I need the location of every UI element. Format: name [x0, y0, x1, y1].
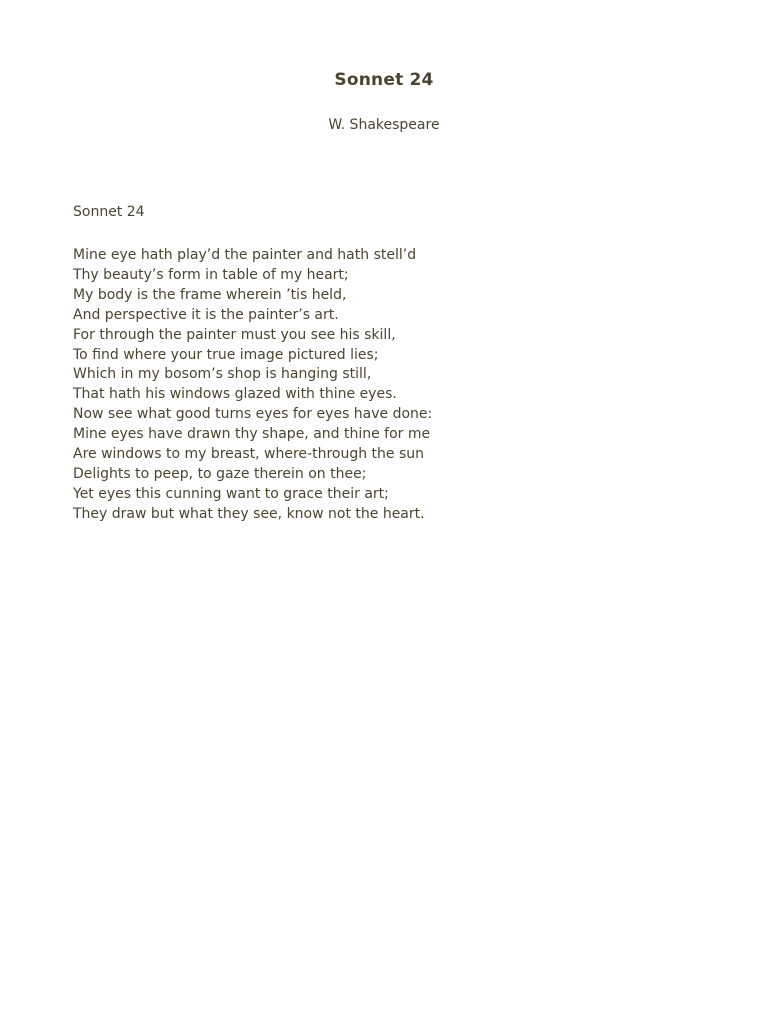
poem-line: They draw but what they see, know not the heart. [73, 505, 425, 522]
poem-line: For through the painter must you see his skill, [73, 326, 396, 343]
poem-line: Now see what good turns eyes for eyes have done: [73, 406, 433, 423]
poem-line: Mine eyes have drawn thy shape, and thine for me [73, 426, 431, 443]
document-title: Sonnet 24 [334, 70, 434, 90]
poem-body [73, 246, 713, 525]
poem-line: Mine eye hath play’d the painter and hath stell’d [73, 247, 417, 263]
poem-heading: Sonnet 24 [73, 204, 145, 220]
poem-line: Yet eyes this cunning want to grace their art; [73, 485, 389, 502]
poem-line: Thy beauty’s form in table of my heart; [73, 266, 349, 283]
poem-line: That hath his windows glazed with thine eyes. [73, 386, 397, 403]
poem-line: And perspective it is the painter’s art. [73, 306, 339, 323]
poem-line: Which in my bosom’s shop is hanging still, [73, 366, 372, 383]
poem-line: Are windows to my breast, where-through the sun [73, 446, 425, 463]
document-author: W. Shakespeare [328, 117, 440, 133]
poem-line: My body is the frame wherein ’tis held, [73, 286, 347, 303]
poem-line: Delights to peep, to gaze therein on thee; [73, 465, 367, 482]
poem-line: To find where your true image pictured lies; [73, 346, 379, 363]
